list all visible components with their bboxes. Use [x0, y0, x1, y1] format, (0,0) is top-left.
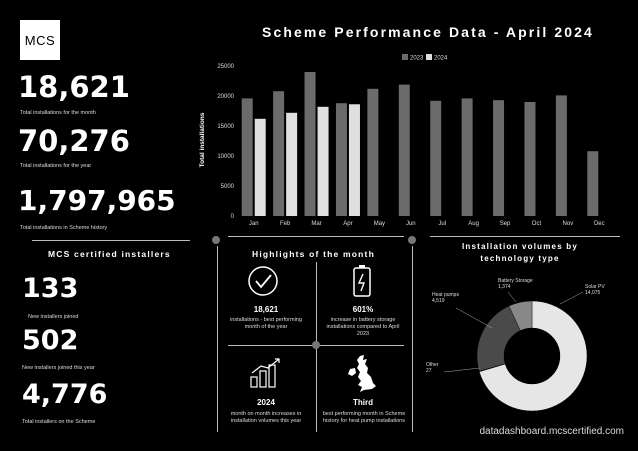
battery-icon: [352, 264, 372, 298]
x-tick-label: Jan: [248, 221, 259, 227]
installers-section-title: MCS certified installers: [48, 249, 171, 259]
x-tick-label: Oct: [531, 221, 542, 227]
bar-2023-aug: [462, 98, 473, 216]
y-tick-label: 10000: [217, 154, 234, 160]
bar-2023-feb: [273, 91, 284, 216]
divider: [228, 236, 404, 237]
x-tick-label: Jun: [405, 221, 416, 227]
legend-label: 2024: [434, 55, 448, 62]
y-tick-label: 5000: [220, 184, 234, 190]
decorative-dot: [408, 236, 416, 244]
x-tick-label: Jul: [438, 221, 447, 227]
year-installers-label: New installers joined this year: [22, 365, 95, 371]
divider: [430, 236, 620, 237]
monthly-installations-chart: [190, 50, 630, 230]
bar-2024-apr: [349, 104, 360, 216]
highlight-value: Third: [353, 398, 373, 407]
new-installers-label: New installers joined: [28, 314, 79, 320]
donut-title-line1: Installation volumes by: [461, 242, 579, 251]
technology-donut-chart: [420, 268, 630, 418]
bar-2024-jan: [255, 119, 266, 216]
bar-2023-may: [367, 89, 378, 216]
bar-2023-jun: [399, 85, 410, 216]
legend-swatch: [402, 54, 408, 60]
highlight-text: best performing month in Scheme history for heat pump installations: [322, 411, 406, 424]
year-installations-value: 70,276: [18, 124, 130, 158]
new-installers-value: 133: [22, 273, 79, 304]
y-tick-label: 15000: [217, 124, 234, 130]
highlight-text: increase in battery storage installations compared to April 2023: [326, 317, 400, 337]
divider: [217, 246, 218, 432]
donut-value-label: 14,075: [585, 290, 601, 296]
donut-leader-line: [560, 292, 583, 304]
bar-2023-oct: [524, 102, 535, 216]
bar-2023-mar: [305, 72, 316, 216]
bar-2023-apr: [336, 103, 347, 216]
bar-2023-jul: [430, 101, 441, 216]
x-tick-label: Apr: [343, 221, 353, 227]
year-installations-label: Total installations for the year: [20, 163, 92, 169]
x-tick-label: Nov: [562, 221, 574, 227]
year-installers-value: 502: [22, 325, 79, 356]
donut-value-label: 27: [426, 368, 432, 374]
bar-2023-sep: [493, 100, 504, 216]
total-installers-value: 4,776: [22, 379, 108, 410]
donut-value-label: 1,374: [498, 284, 511, 290]
x-tick-label: Aug: [468, 221, 479, 227]
y-tick-label: 25000: [217, 64, 234, 70]
month-installations-label: Total installations for the month: [20, 110, 96, 116]
divider: [32, 240, 190, 241]
month-installations-value: 18,621: [18, 70, 130, 104]
x-tick-label: May: [373, 221, 386, 227]
page-title: Scheme Performance Data - April 2024: [262, 24, 594, 40]
bar-2023-dec: [587, 151, 598, 216]
donut-category-label: Battery Storage: [498, 278, 533, 284]
dashboard-url[interactable]: datadashboard.mcscertified.com: [479, 426, 624, 437]
donut-category-label: Other: [426, 362, 439, 368]
donut-leader-line: [456, 308, 492, 328]
x-tick-label: Dec: [593, 221, 605, 227]
mcs-logo: MCS: [20, 20, 60, 60]
decorative-dot: [212, 236, 220, 244]
check-circle-icon: [247, 265, 279, 297]
total-installers-label: Total installers on the Scheme: [22, 419, 96, 425]
decorative-dot: [312, 341, 320, 349]
uk-map-icon: [346, 354, 380, 394]
history-installations-value: 1,797,965: [18, 184, 176, 217]
x-tick-label: Feb: [279, 221, 291, 227]
highlights-title: Highlights of the month: [252, 249, 375, 259]
donut-title-line2: technology type: [480, 254, 560, 263]
donut-leader-line: [444, 368, 480, 372]
legend-label: 2023: [410, 55, 424, 62]
y-tick-label: 0: [230, 214, 234, 220]
bar-2024-mar: [318, 107, 329, 216]
donut-leader-line: [508, 292, 516, 302]
legend-swatch: [426, 54, 432, 60]
growth-chart-icon: [249, 357, 285, 389]
x-tick-label: Sep: [499, 221, 511, 227]
donut-value-label: 4,519: [432, 298, 445, 304]
bar-2023-jan: [242, 98, 253, 216]
highlight-value: 601%: [352, 305, 374, 314]
y-tick-label: 20000: [217, 94, 234, 100]
highlight-text: month on month increases in installation volumes this year: [230, 411, 302, 424]
bar-2023-nov: [556, 95, 567, 216]
highlight-value: 18,621: [253, 305, 279, 314]
history-installations-label: Total installations in Scheme history: [20, 225, 108, 231]
highlight-value: 2024: [257, 398, 275, 407]
donut-category-label: Heat pumps: [432, 292, 459, 298]
bar-2024-feb: [286, 113, 297, 216]
donut-hole: [504, 328, 560, 384]
divider: [412, 246, 413, 432]
y-axis-label: Total installations: [199, 112, 206, 168]
highlight-text: installations - best performing month of the year: [230, 317, 302, 330]
donut-category-label: Solar PV: [585, 284, 605, 290]
x-tick-label: Mar: [311, 221, 322, 227]
